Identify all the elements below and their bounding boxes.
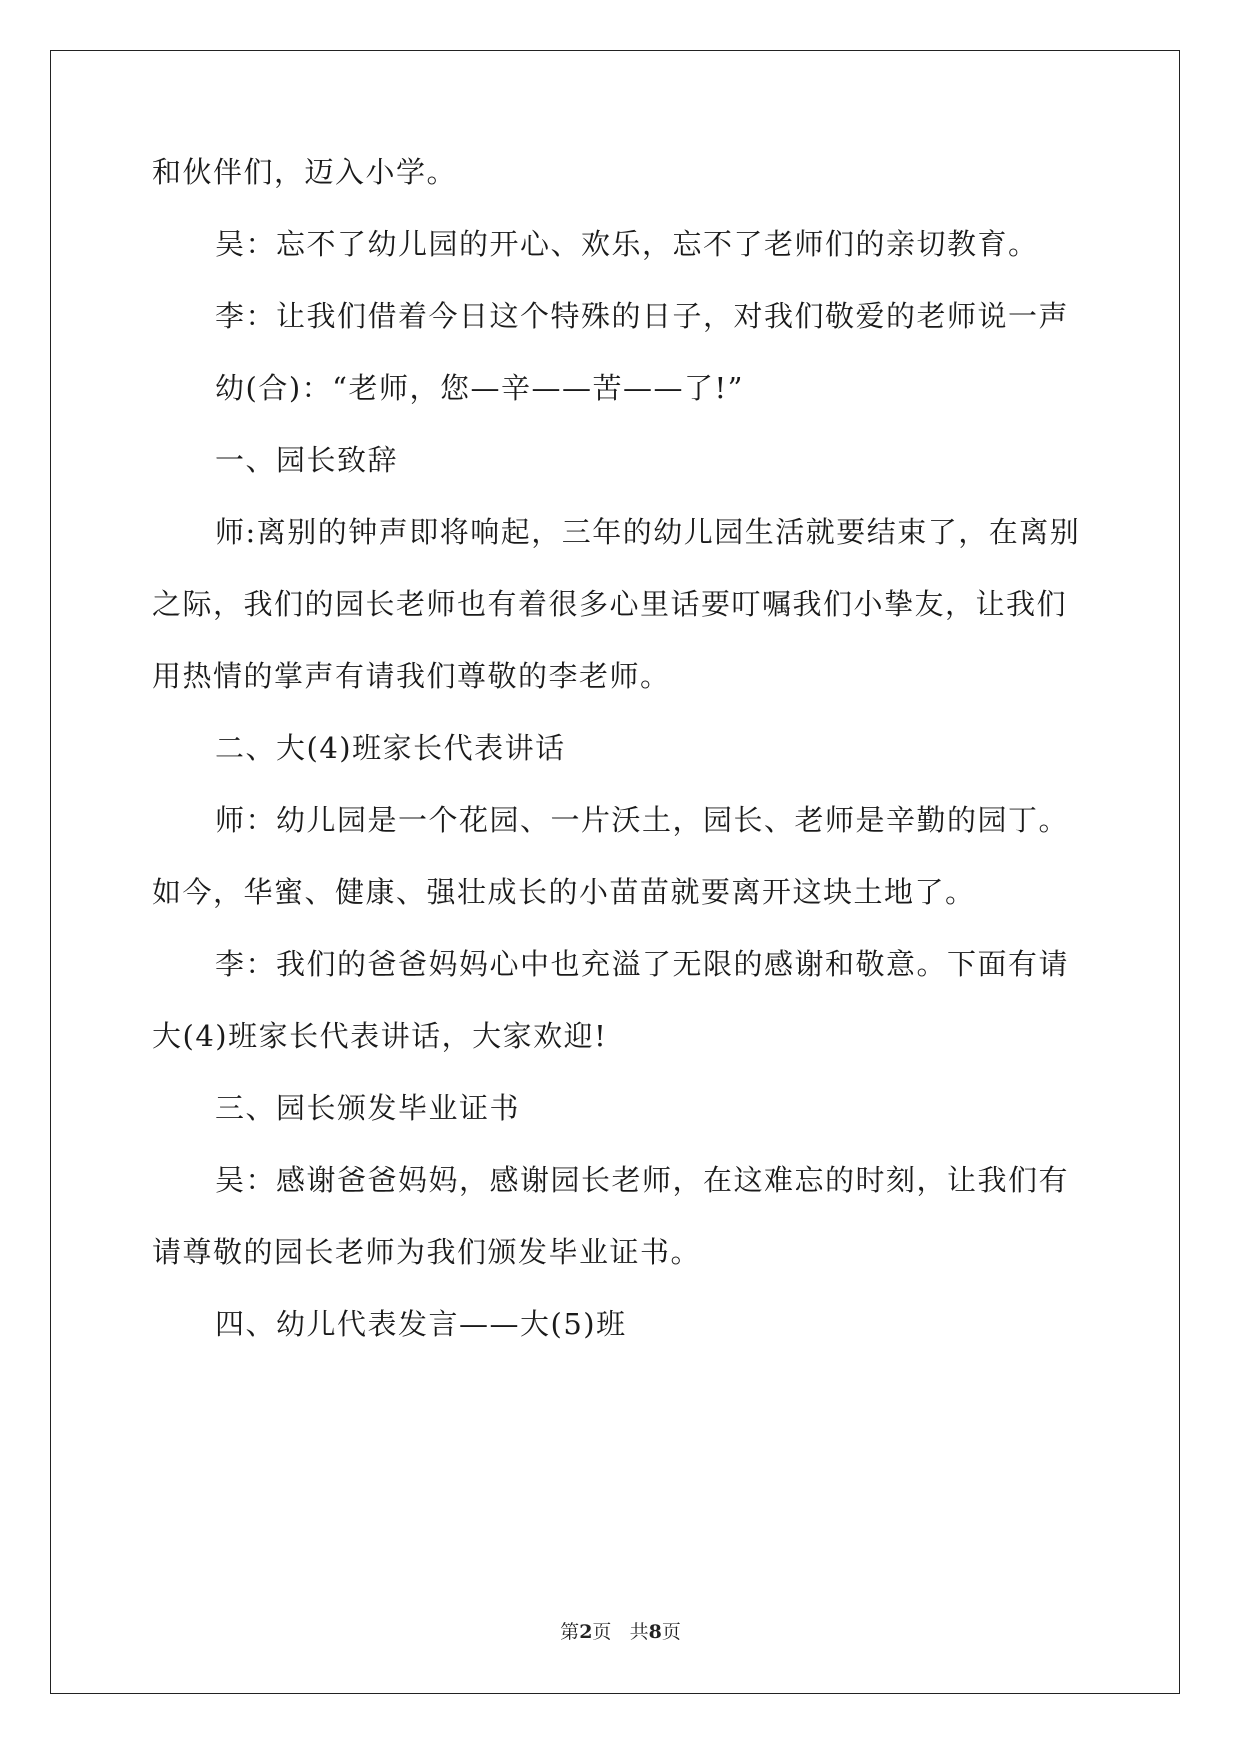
current-page-number: 2	[579, 1621, 593, 1643]
text-line-10: 师：幼儿园是一个花园、一片沃土，园长、老师是辛勤的园丁。	[215, 803, 1070, 837]
section-heading-3: 三、园长颁发毕业证书	[215, 1091, 521, 1125]
text-line-15: 吴：感谢爸爸妈妈，感谢园长老师，在这难忘的时刻，让我们有	[215, 1163, 1070, 1197]
text-line-3: 李：让我们借着今日这个特殊的日子，对我们敬爱的老师说一声	[215, 299, 1070, 333]
section-heading-4: 四、幼儿代表发言——大(5)班	[215, 1307, 627, 1341]
text-line-6: 师:离别的钟声即将响起，三年的幼儿园生活就要结束了，在离别	[215, 515, 1081, 549]
text-line-12: 李：我们的爸爸妈妈心中也充溢了无限的感谢和敬意。下面有请	[215, 947, 1070, 981]
section-heading-2: 二、大(4)班家长代表讲话	[215, 731, 566, 765]
footer-total-prefix: 共	[629, 1621, 649, 1643]
footer-page-unit: 页	[592, 1621, 612, 1643]
text-line-16: 请尊敬的园长老师为我们颁发毕业证书。	[152, 1235, 702, 1269]
text-line-1: 和伙伴们，迈入小学。	[152, 155, 458, 189]
section-heading-1: 一、园长致辞	[215, 443, 399, 477]
footer-total-unit: 页	[661, 1621, 681, 1643]
total-pages-number: 8	[648, 1621, 662, 1643]
footer-prefix: 第	[560, 1621, 580, 1643]
text-line-8: 用热情的掌声有请我们尊敬的李老师。	[152, 659, 671, 693]
page-footer	[0, 1620, 1241, 1644]
text-line-4: 幼(合)：“老师，您—辛——苦——了!”	[215, 371, 744, 405]
text-line-11: 如今，华蜜、健康、强壮成长的小苗苗就要离开这块土地了。	[152, 875, 976, 909]
text-line-7: 之际，我们的园长老师也有着很多心里话要叮嘱我们小挚友，让我们	[152, 587, 1068, 621]
text-line-13: 大(4)班家长代表讲话，大家欢迎!	[152, 1019, 608, 1053]
text-line-2: 吴：忘不了幼儿园的开心、欢乐，忘不了老师们的亲切教育。	[215, 227, 1039, 261]
